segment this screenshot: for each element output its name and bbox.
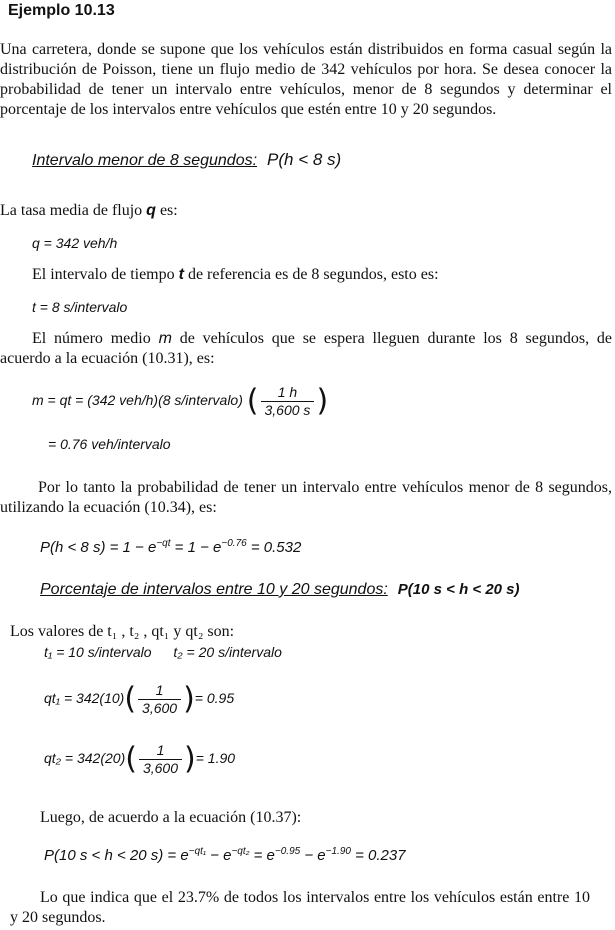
eq-qt1-den: 3,600	[142, 700, 178, 716]
eq-m-p1: (342 veh/h)	[87, 392, 159, 409]
numero-paragraph	[0, 329, 612, 369]
equation-final	[44, 846, 406, 864]
eq-qt2-result: = 1.90	[195, 750, 236, 767]
numero-text-a: El número medio	[32, 330, 151, 347]
equation-m	[32, 384, 328, 419]
eq-m-num: 1 h	[261, 384, 315, 402]
intervalo-var: t	[178, 266, 184, 283]
numero-text-b: de vehículos que se espera lleguen durante los 8 segundos, de acuerdo a la ecuación (10.31), es:	[0, 330, 613, 367]
eq-t1: t₁ = 10 s/intervalo	[44, 644, 152, 660]
numero-var: m	[158, 330, 172, 347]
eq-qt1-num: 1	[138, 682, 181, 700]
section-1-label: Intervalo menor de 8 segundos:	[32, 152, 258, 169]
section-2-label: Porcentaje de intervalos entre 10 y 20 segundos:	[40, 581, 388, 598]
eq-qt2-num: 1	[139, 742, 182, 760]
eq-qt2-den: 3,600	[142, 760, 178, 776]
eq-m-p2: (8 s/intervalo)	[158, 392, 243, 409]
paren-close: )	[316, 383, 329, 419]
equation-q: q = 342 veh/h	[32, 235, 118, 251]
eq-final-e3: −0.95	[274, 846, 301, 857]
conclusion-paragraph: Lo que indica que el 23.7% de todos los intervalos entre los vehículos están entre 10 y 20 segundos.	[10, 889, 590, 926]
section-1-heading	[32, 150, 341, 171]
paren-open: (	[124, 681, 137, 717]
paren-close: )	[183, 681, 195, 717]
example-title: Ejemplo 10.13	[8, 2, 115, 19]
eq-t2: t₂ = 20 s/intervalo	[173, 644, 282, 660]
intervalo-line	[32, 265, 439, 285]
eq-final-e4: −1.90	[325, 846, 351, 857]
eq-final-e1: −qt₁	[188, 846, 207, 857]
eq-p-exp1: −qt	[156, 538, 171, 549]
eq-qt2-lhs: qt₂ = 342(20)	[44, 750, 126, 767]
paren-open: (	[125, 741, 137, 777]
eq-m-lhs: m = qt =	[32, 392, 84, 409]
eq-qt2-fraction	[139, 742, 182, 777]
paren-close: )	[184, 741, 196, 777]
intervalo-text-b: de referencia es de 8 segundos, esto es:	[187, 266, 439, 283]
eq-qt1-lhs: qt₁ = 342(10)	[44, 690, 125, 707]
eq-m-fraction	[261, 384, 315, 419]
paren-open: (	[246, 383, 259, 419]
eq-p-lhs: P(h < 8 s) = 1 − e	[40, 539, 157, 556]
tasa-text: La tasa media de flujo	[0, 202, 143, 219]
luego-text: Luego, de acuerdo a la ecuación (10.37):	[40, 809, 302, 826]
equation-qt2	[44, 742, 235, 777]
section-2-expr: P(10 s < h < 20 s)	[397, 581, 520, 598]
tasa-end: es:	[159, 202, 178, 219]
eq-p-mid: = 1 − e	[170, 539, 222, 556]
equation-p	[40, 538, 301, 556]
eq-qt1-fraction	[138, 682, 181, 717]
eq-p-result: = 0.532	[246, 539, 302, 556]
tasa-var: q	[146, 202, 156, 219]
prob-paragraph: Por lo tanto la probabilidad de tener un intervalo entre vehículos menor de 8 segundos, utilizando la ecuación (10.34), es:	[0, 479, 612, 516]
section-1-expr: P(h < 8 s)	[267, 150, 342, 169]
eq-final-m2: = e	[249, 847, 275, 864]
eq-final-result: = 0.237	[350, 847, 406, 864]
eq-p-exp2: −0.76	[221, 538, 247, 549]
eq-final-lhs: P(10 s < h < 20 s) = e	[44, 847, 189, 864]
eq-final-e2: −qt₂	[231, 846, 250, 857]
eq-final-m3: − e	[300, 847, 326, 864]
eq-final-m1: − e	[206, 847, 232, 864]
equation-qt1	[44, 682, 234, 717]
valores-text: Los valores de t₁ , t₂ , qt₁ y qt₂ son:	[10, 623, 235, 640]
tasa-line	[0, 201, 178, 221]
intervalo-text-a: El intervalo de tiempo	[32, 266, 175, 283]
section-2-heading	[40, 580, 520, 600]
equation-m-result: = 0.76 veh/intervalo	[48, 436, 171, 452]
eq-qt1-result: = 0.95	[194, 690, 235, 707]
equation-t12	[44, 644, 282, 660]
intro-paragraph: Una carretera, donde se supone que los vehículos están distribuidos en forma casual según la distribución de Poisson, tiene un flujo medio de 342 vehículos por hora. Se desea conocer la probabilidad de tener un intervalo entre vehículos, menor de 8 segundos y determinar el porcentaje de los intervalos entre vehículos que estén entre 10 y 20 segundos.	[0, 41, 612, 118]
eq-m-den: 3,600 s	[264, 402, 311, 418]
equation-t: t = 8 s/intervalo	[32, 299, 128, 315]
